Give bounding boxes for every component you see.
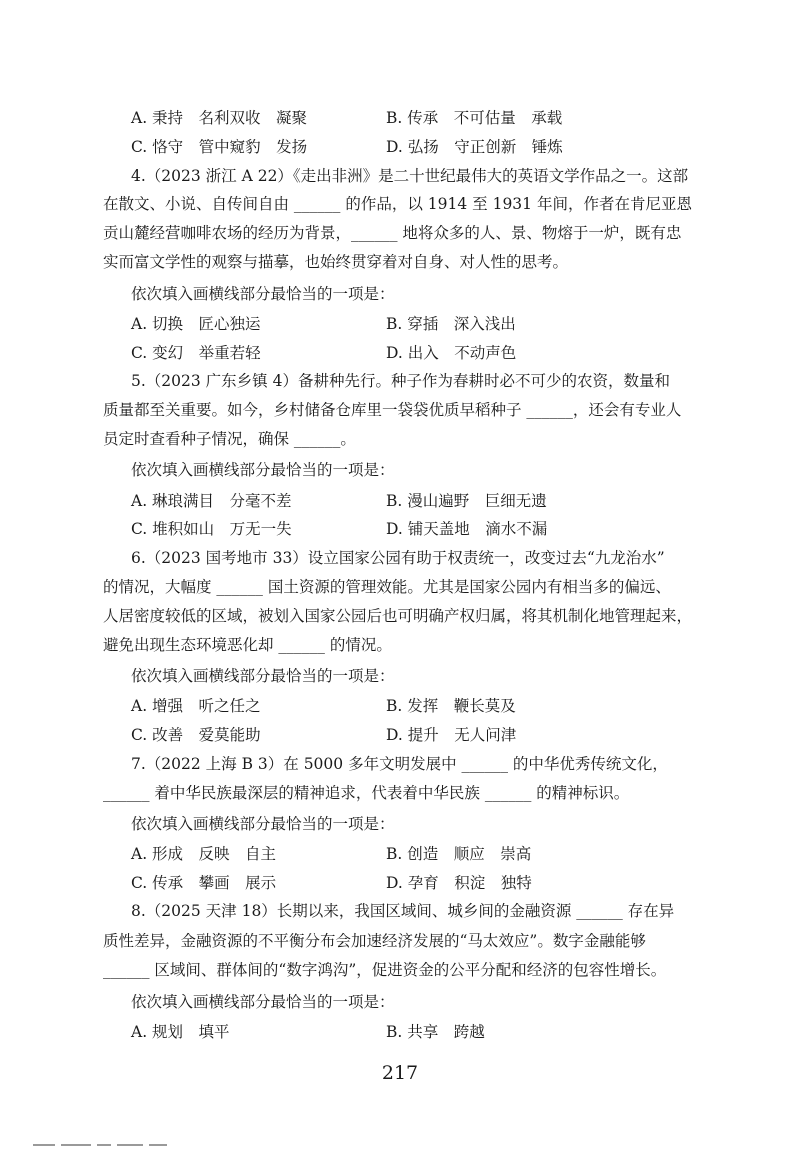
scan-marks-decoration bbox=[33, 1134, 233, 1140]
q8-stem-line-3: ______ 区域间、群体间的“数字鸿沟”，促进资金的公平分配和经济的包容性增长。 bbox=[103, 961, 667, 979]
q5-option-d: D. 铺天盖地 滴水不漏 bbox=[386, 520, 548, 538]
q6-stem-line-1: 6.（2023 国考地市 33）设立国家公园有助于权责统一，改变过去“九龙治水” bbox=[131, 549, 665, 567]
q5-stem-line-1: 5.（2023 广东乡镇 4）备耕种先行。种子作为春耕时必不可少的农资，数量和 bbox=[131, 372, 670, 390]
q6-stem-line-3: 人居密度较低的区域，被划入国家公园后也可明确产权归属，将其机制化地管理起来， bbox=[103, 607, 693, 625]
q7-intro: 依次填入画横线部分最恰当的一项是： bbox=[131, 815, 395, 833]
q5-intro: 依次填入画横线部分最恰当的一项是： bbox=[131, 461, 395, 479]
q3-option-d: D. 弘扬 守正创新 锤炼 bbox=[386, 138, 563, 156]
q5-option-b: B. 漫山遍野 巨细无遗 bbox=[386, 492, 547, 510]
q4-option-a: A. 切换 匠心独运 bbox=[131, 315, 261, 333]
q7-option-d: D. 孕育 积淀 独特 bbox=[386, 874, 532, 892]
q7-option-b: B. 创造 顺应 崇高 bbox=[386, 845, 532, 863]
q6-stem-line-4: 避免出现生态环境恶化却 ______ 的情况。 bbox=[103, 636, 392, 654]
q6-intro: 依次填入画横线部分最恰当的一项是： bbox=[131, 667, 395, 685]
q4-option-d: D. 出入 不动声色 bbox=[386, 344, 517, 362]
q4-stem-line-1: 4.（2023 浙江 A 22）《走出非洲》是二十世纪最伟大的英语文学作品之一。这部 bbox=[131, 167, 689, 185]
q5-stem-line-2: 质量都至关重要。如今，乡村储备仓库里一袋袋优质早稻种子 ______，还会有专业人 bbox=[103, 401, 682, 419]
q4-stem-line-2: 在散文、小说、自传间自由 ______ 的作品，以 1914 至 1931 年间，作者在肯尼亚恩 bbox=[103, 195, 692, 213]
q3-option-a: A. 秉持 名利双收 凝聚 bbox=[131, 109, 308, 127]
q5-option-a: A. 琳琅满目 分毫不差 bbox=[131, 492, 292, 510]
q8-option-a: A. 规划 填平 bbox=[131, 1023, 230, 1041]
q4-intro: 依次填入画横线部分最恰当的一项是： bbox=[131, 285, 395, 303]
q6-stem-line-2: 的情况，大幅度 ______ 国土资源的管理效能。尤其是国家公园内有相当多的偏远、 bbox=[103, 578, 671, 596]
q3-option-c: C. 恪守 管中窥豹 发扬 bbox=[131, 138, 308, 156]
q7-option-c: C. 传承 攀画 展示 bbox=[131, 874, 277, 892]
q4-option-c: C. 变幻 举重若轻 bbox=[131, 344, 261, 362]
q8-stem-line-1: 8.（2025 天津 18）长期以来，我国区域间、城乡间的金融资源 ______ 存在异 bbox=[131, 902, 675, 920]
page-number: 217 bbox=[381, 1062, 419, 1084]
q7-stem-line-1: 7.（2022 上海 B 3）在 5000 多年文明发展中 ______ 的中华优秀传统文化， bbox=[131, 755, 668, 773]
q8-stem-line-2: 质性差异，金融资源的不平衡分布会加速经济发展的“马太效应”。数字金融能够 bbox=[103, 932, 646, 950]
q8-option-b: B. 共享 跨越 bbox=[386, 1023, 485, 1041]
q7-stem-line-2: ______ 着中华民族最深层的精神追求，代表着中华民族 ______ 的精神标识。 bbox=[103, 784, 630, 802]
q6-option-d: D. 提升 无人问津 bbox=[386, 726, 517, 744]
q6-option-c: C. 改善 爱莫能助 bbox=[131, 726, 261, 744]
q4-stem-line-3: 贡山麓经营咖啡农场的经历为背景，______ 地将众多的人、景、物熔于一炉，既有忠 bbox=[103, 224, 682, 242]
q4-option-b: B. 穿插 深入浅出 bbox=[386, 315, 516, 333]
q8-intro: 依次填入画横线部分最恰当的一项是： bbox=[131, 993, 395, 1011]
q4-stem-line-4: 实而富文学性的观察与描摹，也始终贯穿着对自身、对人性的思考。 bbox=[103, 253, 569, 271]
q5-option-c: C. 堆积如山 万无一失 bbox=[131, 520, 292, 538]
q3-option-b: B. 传承 不可估量 承载 bbox=[386, 109, 563, 127]
q6-option-a: A. 增强 听之任之 bbox=[131, 697, 261, 715]
q7-option-a: A. 形成 反映 自主 bbox=[131, 845, 277, 863]
q5-stem-line-3: 员定时查看种子情况，确保 ______。 bbox=[103, 430, 356, 448]
q6-option-b: B. 发挥 鞭长莫及 bbox=[386, 697, 516, 715]
